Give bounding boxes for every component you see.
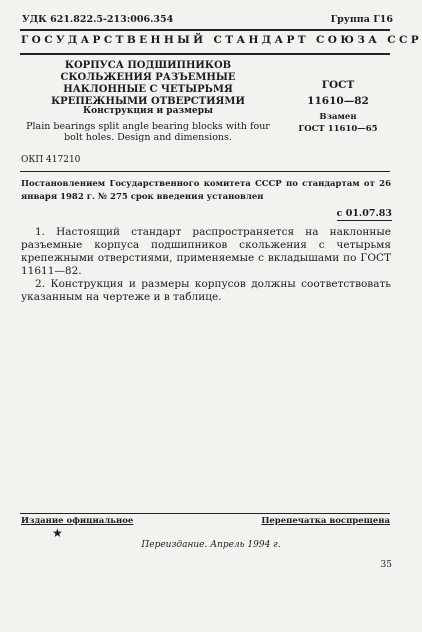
gost-number: 11610—82 xyxy=(307,95,369,107)
standard-subtitle: Конструкция и размеры xyxy=(82,106,214,116)
page-number: 35 xyxy=(380,560,392,570)
effective-date: с 01.07.83 xyxy=(336,208,392,219)
paragraph-2: 2. Конструкция и размеры корпусов должны соответствовать указанным на чертеже и в таблице. xyxy=(21,278,391,303)
english-title: Plain bearings split angle bearing blocks with four bolt holes. Design and dimensions. xyxy=(26,121,270,143)
reprint-prohibited: Перепечатка воспрещена xyxy=(261,516,390,526)
replaces-number: ГОСТ 11610—65 xyxy=(298,124,378,134)
reissue-note: Переиздание. Апрель 1994 г. xyxy=(141,540,281,550)
top-rule xyxy=(20,29,390,31)
okp-rule xyxy=(20,171,390,172)
state-standard-heading: ГОСУДАРСТВЕННЫЙ СТАНДАРТ СОЮЗА ССР xyxy=(21,34,422,46)
udk-code: УДК 621.822.5-213:006.354 xyxy=(22,14,174,25)
replaces-label: Взамен xyxy=(319,112,357,122)
paragraph-1: 1. Настоящий стандарт распространяется на наклонные разъемные корпуса подшипников скольжения с четырьмя крепежными отверстиями, применяемые с вкладышами по ГОСТ 11611—82. xyxy=(21,226,391,277)
gost-label: ГОСТ xyxy=(321,79,355,91)
effective-date-box xyxy=(337,201,392,221)
star-icon: ★ xyxy=(52,526,63,540)
group-code: Группа Г16 xyxy=(330,14,393,25)
decree-text: Постановлением Государственного комитета СССР по стандартам от 26 января 1982 г. № 275 срок введения установлен xyxy=(21,179,391,202)
okp-code: ОКП 417210 xyxy=(21,155,81,165)
footer-rule xyxy=(20,513,390,514)
official-edition: Издание официальное xyxy=(21,516,134,526)
standard-title: КОРПУСА ПОДШИПНИКОВ СКОЛЬЖЕНИЯ РАЗЪЕМНЫЕ НАКЛОННЫЕ С ЧЕТЫРЬМЯ КРЕПЕЖНЫМИ ОТВЕРСТИЯМИ xyxy=(51,60,245,107)
heading-rule xyxy=(20,53,390,55)
body-text xyxy=(21,226,391,304)
